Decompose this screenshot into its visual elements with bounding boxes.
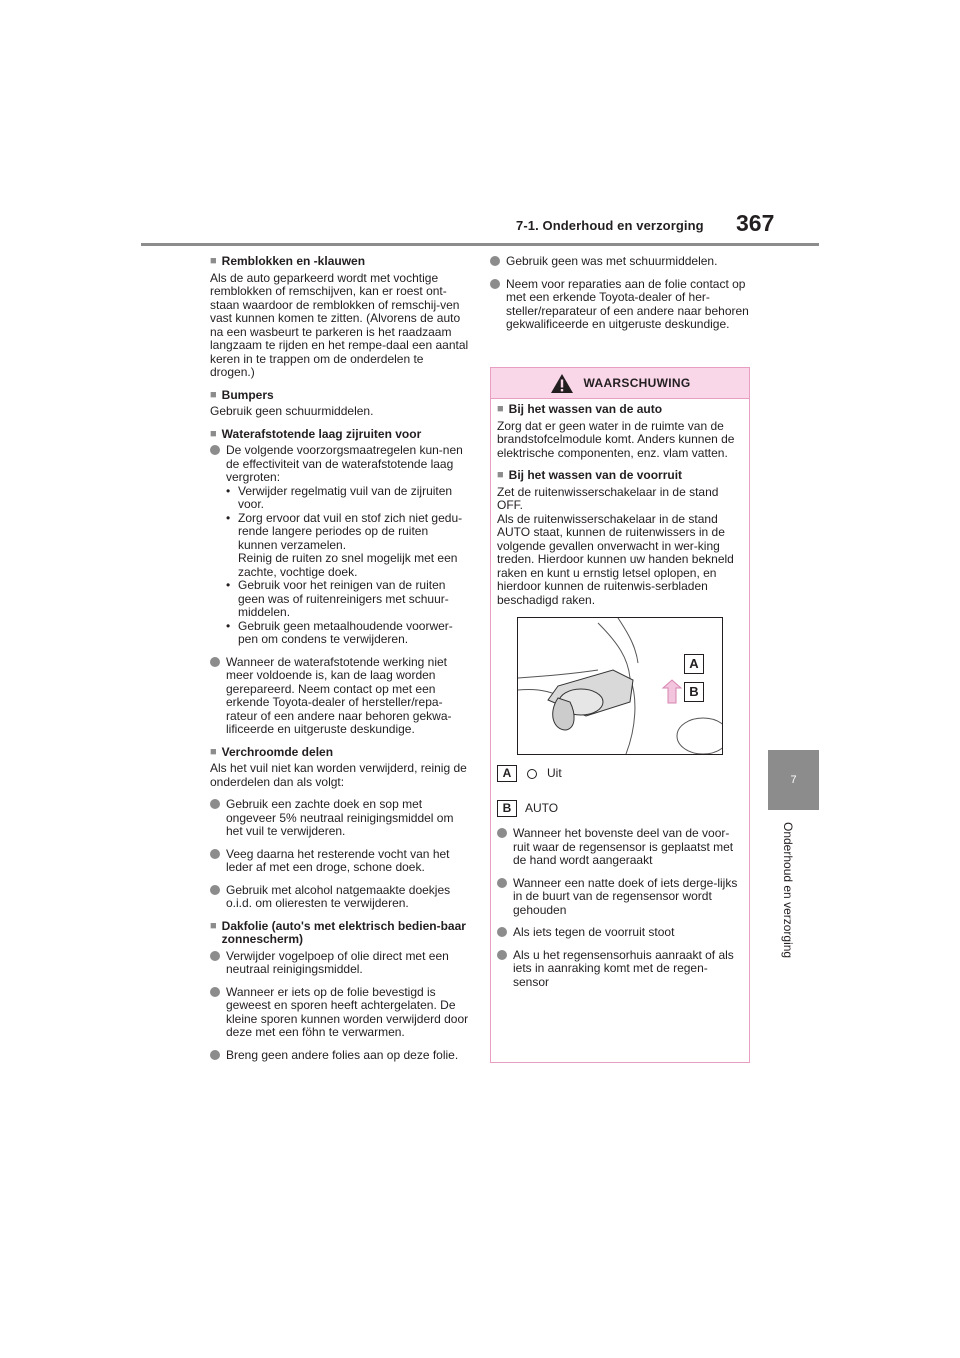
windshield-heading: ■ Bij het wassen van de voorruit bbox=[497, 468, 683, 482]
warning-triangle-icon bbox=[550, 373, 574, 394]
square-bullet-icon: ■ bbox=[210, 427, 217, 440]
list-item: Breng geen andere folies aan op deze folie. bbox=[210, 1049, 470, 1063]
round-bullet-icon bbox=[497, 950, 507, 960]
roof-heading: ■ Dakfolie (auto's met elektrisch bedien-baar zonnescherm) bbox=[210, 918, 466, 946]
round-bullet-icon bbox=[210, 657, 220, 667]
header-section-title: 7-1. Onderhoud en verzorging bbox=[516, 218, 704, 233]
square-bullet-icon: ■ bbox=[210, 388, 217, 401]
section-wash-windshield bbox=[497, 469, 743, 607]
left-column bbox=[210, 255, 470, 1071]
right-column bbox=[490, 255, 750, 341]
sub-list-item: • Gebruik geen metaalhoudende voorwer-pen om condens te verwijderen. bbox=[226, 618, 453, 646]
list-item: De volgende voorzorgsmaatregelen kun-nen de effectiviteit van de waterafstotende laag vergroten: • Verwijder regelmatig vuil van de zijruiten voor. • Zorg ervoor dat vuil en stof zich niet gedu-rende langere periodes op de ruiten kunnen verzamelen. Reinig de ruiten zo snel mogelijk met een zachte, vochtige doek. • Gebruik voor het reinigen van de ruiten geen was of ruitenreinigers met schuur-middelen. • Gebruik geen metaalhoudende voorwer-pen om condens te verwijderen. bbox=[210, 444, 470, 647]
wash-heading: ■ Bij het wassen van de auto bbox=[497, 402, 663, 416]
chapter-number: 7 bbox=[790, 774, 797, 786]
square-bullet-icon: ■ bbox=[497, 469, 504, 481]
wiper-switch-illustration bbox=[517, 617, 723, 755]
brakes-text: Als de auto geparkeerd wordt met vochtige remblokken of remschijven, kan er roest ont-staan waardoor de remblokken of remschij-ven vast kunnen komen te zitten. (Alvorens de auto na een wasbeurt te parkeren is het raadzaam langzaam te rijden en het rempe-daal een aantal keren in te trappen om de onderdelen te drogen.) bbox=[210, 270, 469, 379]
windshield-text-2: Als de ruitenwisserschakelaar in de stand AUTO staat, kunnen de ruitenwissers in de volgende gevallen onverwacht in wer-king treden. Hierdoor kunnen uw handen bekneld raken en kunt u ernstig letsel oplopen, en hierdoor kunnen de ruitenwis-serbladen beschadigd raken. bbox=[497, 511, 734, 607]
chrome-heading: ■ Verchroomde delen bbox=[210, 744, 334, 759]
chapter-tab[interactable] bbox=[768, 750, 819, 810]
square-bullet-icon: ■ bbox=[497, 403, 504, 415]
round-bullet-icon bbox=[497, 927, 507, 937]
figure-label-b: B bbox=[684, 682, 704, 702]
round-bullet-icon bbox=[210, 445, 220, 455]
section-bumpers bbox=[210, 389, 470, 419]
coating-heading: ■ Waterafstotende laag zijruiten voor bbox=[210, 426, 422, 441]
round-bullet-icon bbox=[210, 1050, 220, 1060]
page-number: 367 bbox=[736, 210, 775, 236]
brakes-heading: ■ Remblokken en -klauwen bbox=[210, 254, 366, 268]
section-chrome bbox=[210, 746, 470, 911]
legend-item-a bbox=[497, 765, 743, 782]
list-item: Verwijder vogelpoep of olie direct met een neutraal reinigingsmiddel. bbox=[210, 950, 470, 977]
bumpers-text: Gebruik geen schuurmiddelen. bbox=[210, 404, 374, 418]
square-bullet-icon: ■ bbox=[210, 255, 217, 267]
list-item: Neem voor reparaties aan de folie contact op met een erkende Toyota-dealer of her-steller/reparateur of een andere naar behoren gekwalificeerde en uitgeruste deskundige. bbox=[490, 278, 750, 332]
off-position-icon bbox=[527, 769, 537, 779]
list-item: Wanneer de waterafstotende werking niet meer voldoende is, kan de laag worden gerepareerd. Neem contact op met een erkende Toyota-dealer of hersteller/repa-rateur of een andere naar behoren gekwa-lificeerde en uitgeruste deskundige. bbox=[210, 656, 470, 737]
header-rule bbox=[141, 243, 819, 246]
list-item: Gebruik met alcohol natgemaakte doekjes o.i.d. om olieresten te verwijderen. bbox=[210, 884, 470, 911]
square-bullet-icon: ■ bbox=[210, 919, 217, 932]
warning-header bbox=[491, 368, 749, 399]
section-coating bbox=[210, 428, 470, 737]
windshield-text-1: Zet de ruitenwisserschakelaar in de stand OFF. bbox=[497, 484, 719, 512]
chapter-label: Onderhoud en verzorging bbox=[781, 822, 795, 959]
square-bullet-icon: ■ bbox=[210, 745, 217, 758]
list-item: Veeg daarna het resterende vocht van het leder af met een droge, schone doek. bbox=[210, 848, 470, 875]
list-item: Gebruik geen was met schuurmiddelen. bbox=[490, 255, 750, 269]
chrome-text: Als het vuil niet kan worden verwijderd, reinig de onderdelen dan als volgt: bbox=[210, 761, 467, 789]
warning-box bbox=[490, 367, 750, 1063]
section-roof-film bbox=[210, 920, 470, 1063]
legend-text-a: Uit bbox=[547, 765, 562, 780]
bumpers-heading: ■ Bumpers bbox=[210, 387, 274, 402]
wash-text: Zorg dat er geen water in de ruimte van de brandstofcelmodule komt. Anders kunnen de elektrische componenten, enz. vlam vatten. bbox=[497, 418, 735, 460]
legend-letter-b: B bbox=[497, 800, 517, 817]
list-item: Wanneer het bovenste deel van de voor-ruit waar de regensensor is geplaatst met de hand wordt aangeraakt bbox=[497, 827, 743, 868]
round-bullet-icon bbox=[497, 878, 507, 888]
list-item: Wanneer een natte doek of iets derge-lijks in de buurt van de regensensor wordt gehouden bbox=[497, 877, 743, 918]
sub-list-item: • Verwijder regelmatig vuil van de zijruiten voor. bbox=[226, 483, 453, 511]
round-bullet-icon bbox=[210, 849, 220, 859]
round-bullet-icon bbox=[490, 256, 500, 266]
sub-list-item: • Gebruik voor het reinigen van de ruiten geen was of ruitenreinigers met schuur-middelen. bbox=[226, 578, 449, 619]
round-bullet-icon bbox=[210, 987, 220, 997]
figure-label-a: A bbox=[684, 654, 704, 674]
list-item: Als u het regensensorhuis aanraakt of als iets in aanraking komt met de regen-sensor bbox=[497, 949, 743, 990]
round-bullet-icon bbox=[210, 885, 220, 895]
legend-text-b: AUTO bbox=[525, 800, 559, 815]
round-bullet-icon bbox=[210, 799, 220, 809]
sub-list-item: • Zorg ervoor dat vuil en stof zich niet gedu-rende langere periodes op de ruiten kunnen verzamelen. Reinig de ruiten zo snel mogelijk met een zachte, vochtige doek. bbox=[226, 510, 463, 579]
round-bullet-icon bbox=[490, 279, 500, 289]
warning-title: WAARSCHUWING bbox=[583, 376, 691, 390]
round-bullet-icon bbox=[497, 828, 507, 838]
section-brakes bbox=[210, 255, 470, 380]
list-item: Als iets tegen de voorruit stoot bbox=[497, 926, 743, 940]
section-wash-car bbox=[497, 403, 743, 460]
round-bullet-icon bbox=[210, 951, 220, 961]
legend-letter-a: A bbox=[497, 765, 517, 782]
list-item: Gebruik een zachte doek en sop met ongeveer 5% neutraal reinigingsmiddel om het vuil te verwijderen. bbox=[210, 798, 470, 839]
list-item: Wanneer er iets op de folie bevestigd is geweest en sporen heeft achtergelaten. De kleine sporen kunnen worden verwijderd door deze met een föhn te verwarmen. bbox=[210, 986, 470, 1040]
legend-item-b bbox=[497, 800, 743, 817]
